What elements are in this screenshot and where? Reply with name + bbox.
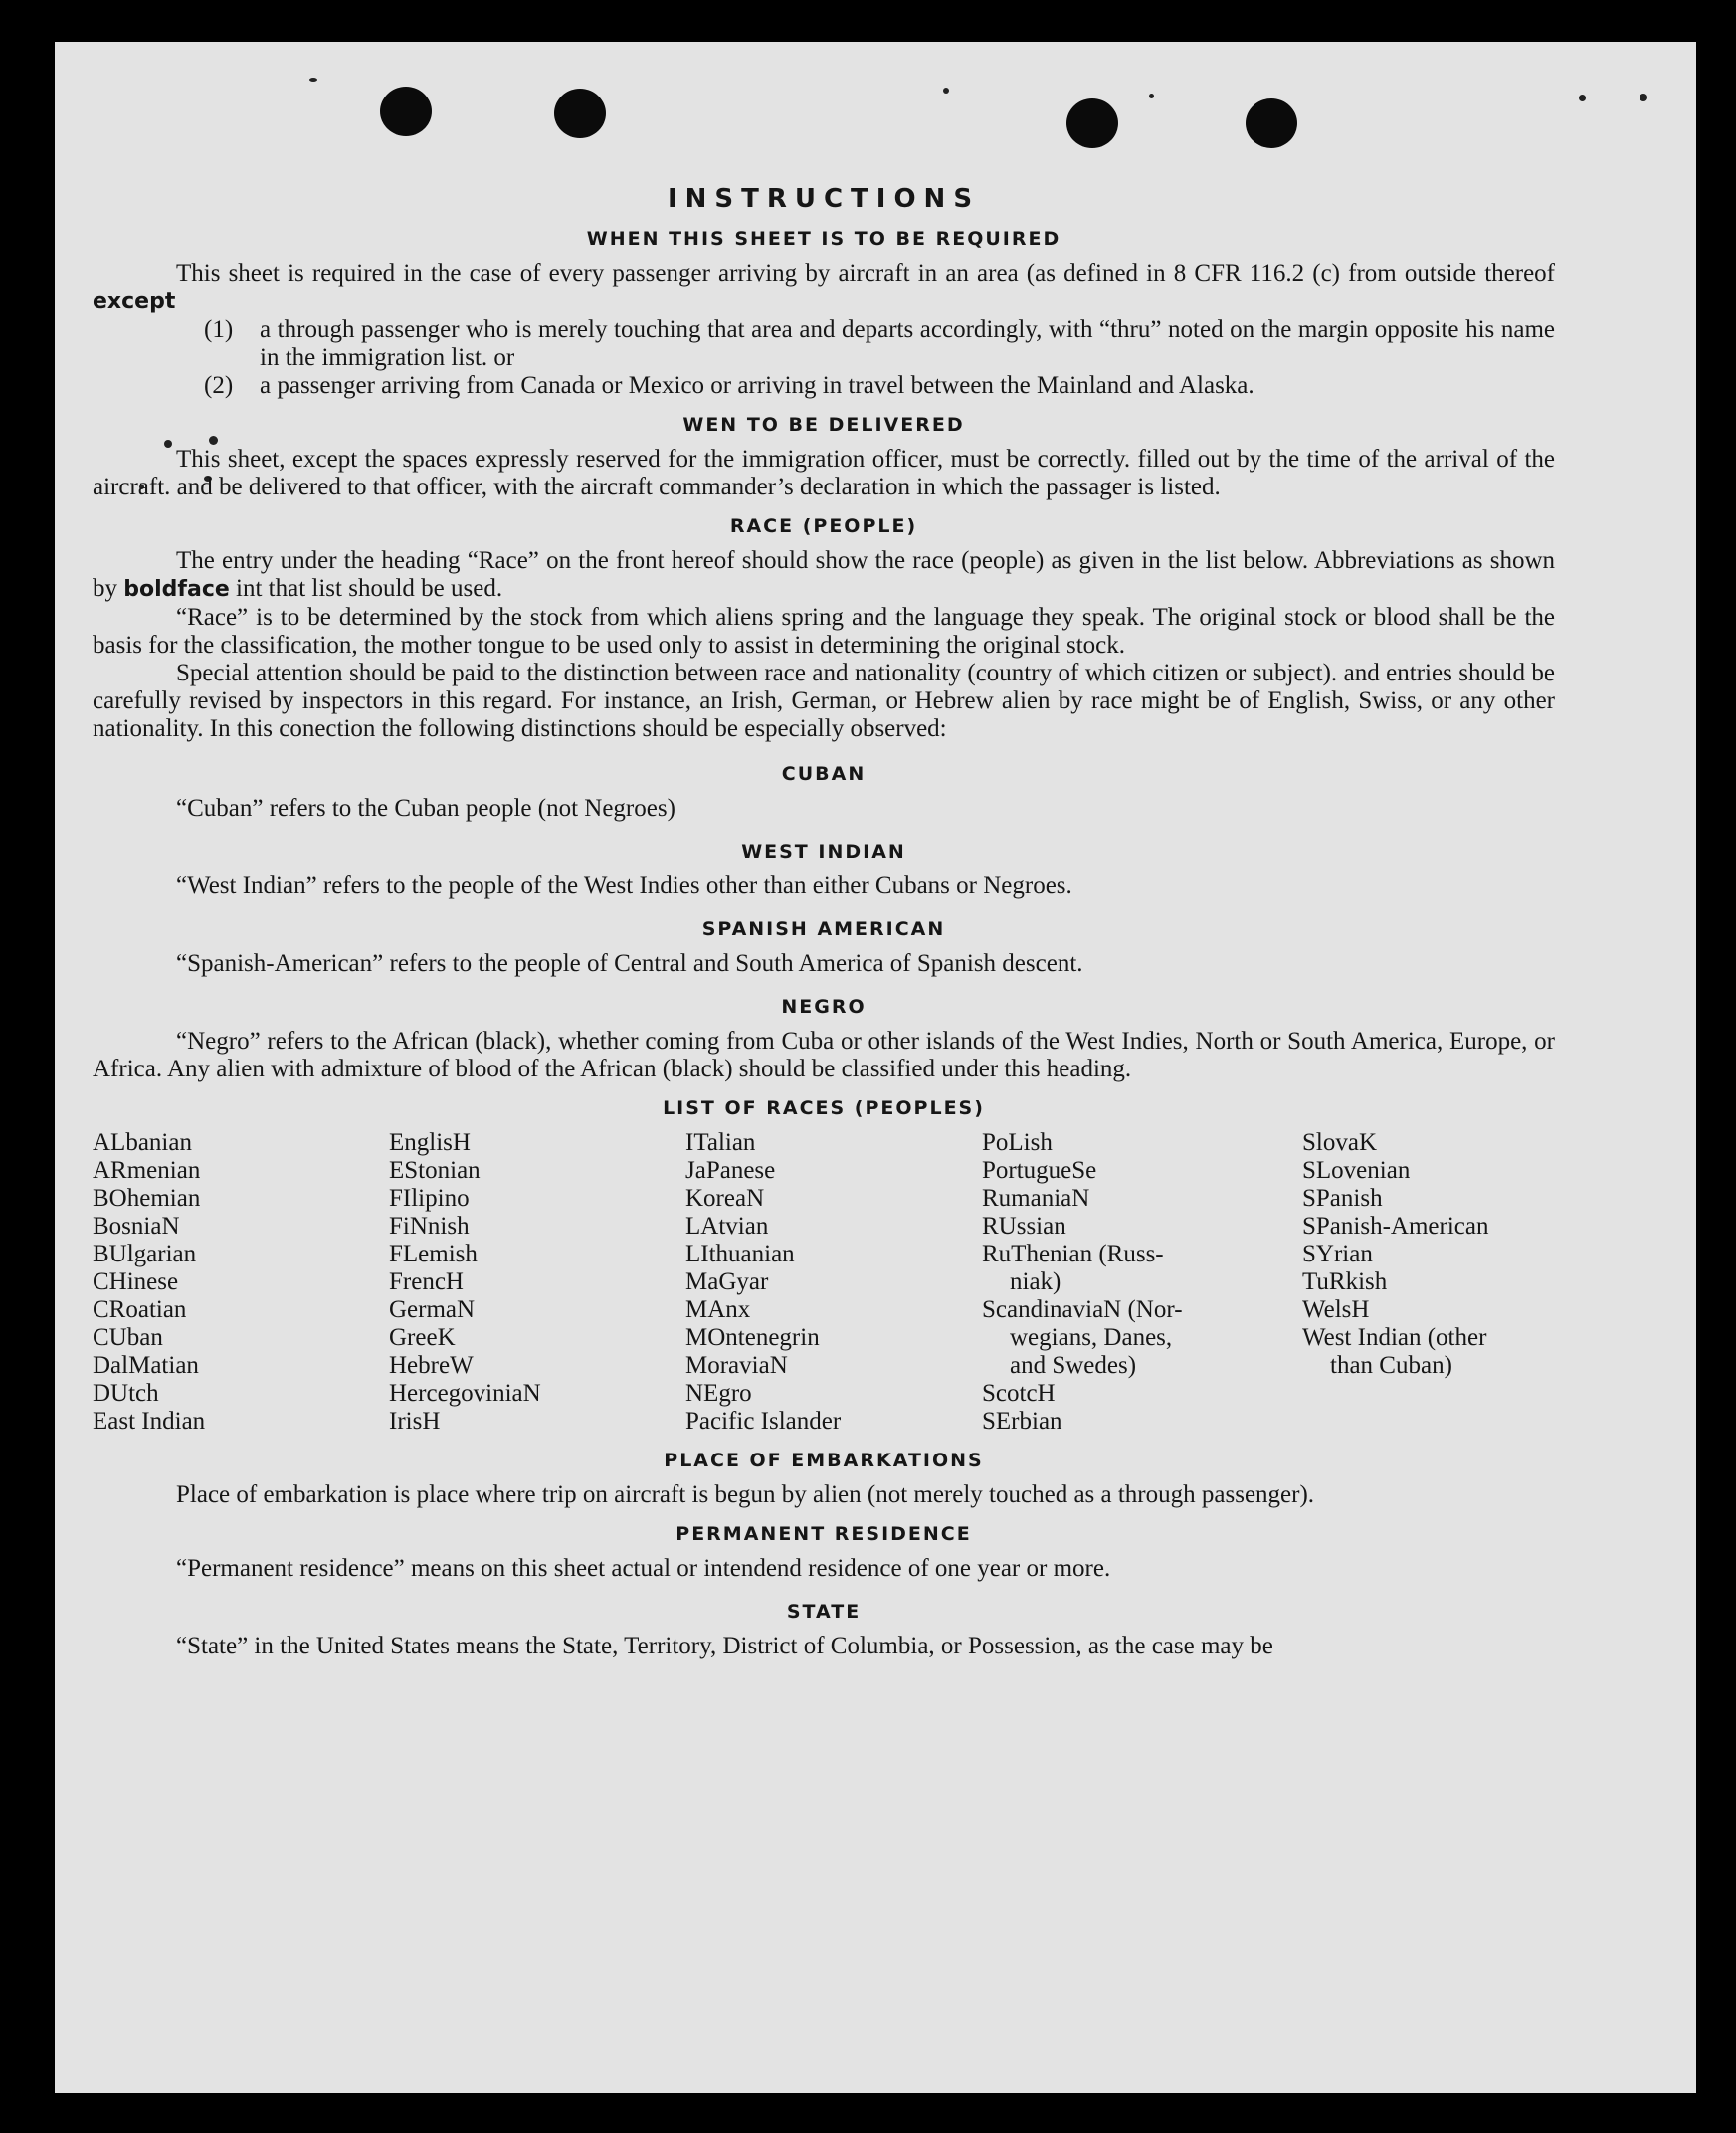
section-heading-west-indian: WEST INDIAN bbox=[741, 841, 906, 863]
race-item: CRoatian bbox=[93, 1296, 187, 1323]
race-item: SPanish-American bbox=[1302, 1213, 1489, 1240]
race-item: SYrian bbox=[1302, 1241, 1373, 1267]
race-item: NEgro bbox=[685, 1380, 752, 1407]
race-paragraph-1: The entry under the heading “Race” on the front hereof should show the race (people) as given in the list below. Abbreviations as shown by boldface int that list should be used. bbox=[93, 547, 1555, 602]
boldface-word: boldface bbox=[123, 577, 230, 602]
section-heading-embarkation: PLACE OF EMBARKATIONS bbox=[664, 1450, 984, 1471]
punch-hole bbox=[1066, 98, 1118, 148]
race-item: EStonian bbox=[389, 1157, 481, 1184]
race-item: MAnx bbox=[685, 1296, 751, 1323]
races-column-5 bbox=[1302, 1129, 1555, 1436]
race-item: ScotcH bbox=[982, 1380, 1056, 1407]
race-item: FIlipino bbox=[389, 1185, 470, 1212]
race-item-continued: wegians, Danes, bbox=[1010, 1324, 1173, 1351]
race-item: BosniaN bbox=[93, 1213, 180, 1240]
instructions-content bbox=[93, 184, 1555, 1660]
race-item: BOhemian bbox=[93, 1185, 201, 1212]
race-item: TuRkish bbox=[1302, 1268, 1388, 1295]
negro-text: “Negro” refers to the African (black), whether coming from Cuba or other islands of the West Indies, North or South America, Europe, or Africa. Any alien with admixture of blood of the African (black) should be classified under this heading. bbox=[93, 1028, 1555, 1082]
race-item: SLovenian bbox=[1302, 1157, 1411, 1184]
race-item: HebreW bbox=[389, 1352, 474, 1379]
race-paragraph-2: “Race” is to be determined by the stock from which aliens spring and the language they speak. The original stock or blood shall be the basis for the classification, the mother tongue to be used only to assist in determining the original stock. bbox=[93, 604, 1555, 659]
race-item: CUban bbox=[93, 1324, 163, 1351]
punch-hole bbox=[380, 87, 432, 136]
race-paragraph-3: Special attention should be paid to the distinction between race and nationality (country of which citizen or subject). and entries should be carefully revised by inspectors in this regard. For instance, an Irish, German, or Hebrew alien by race might be of English, Swiss, or any other nationality. In this conection the following distinctions should be especially observed: bbox=[93, 660, 1555, 742]
race-item: PortugueSe bbox=[982, 1157, 1097, 1184]
section-heading-residence: PERMANENT RESIDENCE bbox=[675, 1523, 972, 1545]
race-item: MOntenegrin bbox=[685, 1324, 820, 1351]
punch-hole bbox=[1246, 98, 1297, 148]
section-heading-state: STATE bbox=[786, 1601, 862, 1623]
section-heading-delivered: WEN TO BE DELIVERED bbox=[682, 414, 965, 436]
race-item: DUtch bbox=[93, 1380, 159, 1407]
race-item: DalMatian bbox=[93, 1352, 199, 1379]
race-item: HercegoviniaN bbox=[389, 1380, 541, 1407]
speck bbox=[943, 88, 949, 94]
page-title: INSTRUCTIONS bbox=[667, 184, 981, 214]
race-item: ScandinaviaN (Nor- bbox=[982, 1296, 1183, 1323]
race-item: MaGyar bbox=[685, 1268, 769, 1295]
cuban-text: “Cuban” refers to the Cuban people (not Negroes) bbox=[176, 795, 675, 822]
races-column-3 bbox=[685, 1129, 982, 1436]
race-item: GreeK bbox=[389, 1324, 456, 1351]
section-heading-negro: NEGRO bbox=[781, 996, 867, 1018]
section-heading-spanish-american: SPANISH AMERICAN bbox=[701, 918, 946, 940]
race-item: FiNnish bbox=[389, 1213, 470, 1240]
speck bbox=[309, 78, 317, 82]
except-bold: except bbox=[93, 290, 176, 314]
race-item: LAtvian bbox=[685, 1213, 769, 1240]
embarkation-text: Place of embarkation is place where trip on aircraft is begun by alien (not merely touched as a through passenger). bbox=[176, 1481, 1315, 1508]
races-column-4 bbox=[982, 1129, 1302, 1436]
race-item: IrisH bbox=[389, 1408, 441, 1435]
race-item: FrencH bbox=[389, 1268, 464, 1295]
race-item: West Indian (other bbox=[1302, 1324, 1487, 1351]
race-item: MoraviaN bbox=[685, 1352, 788, 1379]
race-item: ARmenian bbox=[93, 1157, 201, 1184]
race-item: East Indian bbox=[93, 1408, 206, 1435]
races-list bbox=[93, 1129, 1555, 1436]
race-item: BUlgarian bbox=[93, 1241, 197, 1267]
speck bbox=[1149, 94, 1154, 98]
race-item: SPanish bbox=[1302, 1185, 1383, 1212]
delivered-text: This sheet, except the spaces expressly reserved for the immigration officer, must be correctly. filled out by the time of the arrival of the aircraft. and be delivered to that officer, with the aircraft commander’s declaration in which the passager is listed. bbox=[93, 446, 1555, 500]
section-heading-race: RACE (PEOPLE) bbox=[729, 515, 918, 537]
race-item: KoreaN bbox=[685, 1185, 765, 1212]
races-column-1 bbox=[93, 1129, 389, 1436]
required-item-1: (1) a through passenger who is merely touching that area and departs accordingly, with “thru” noted on the margin opposite his name in the immigration list. or bbox=[204, 316, 1555, 371]
race-item: EnglisH bbox=[389, 1129, 471, 1156]
race-item: ALbanian bbox=[93, 1129, 192, 1156]
race-item-continued: than Cuban) bbox=[1330, 1352, 1452, 1379]
race-item: LIthuanian bbox=[685, 1241, 795, 1267]
required-item-2: (2) a passenger arriving from Canada or Mexico or arriving in travel between the Mainland and Alaska. bbox=[204, 372, 1254, 399]
race-item: SErbian bbox=[982, 1408, 1062, 1435]
race-item: CHinese bbox=[93, 1268, 179, 1295]
residence-text: “Permanent residence” means on this sheet actual or intendend residence of one year or more. bbox=[176, 1555, 1111, 1582]
race-item: JaPanese bbox=[685, 1157, 776, 1184]
race-item: WelsH bbox=[1302, 1296, 1370, 1323]
race-item-continued: and Swedes) bbox=[1010, 1352, 1137, 1379]
races-column-2 bbox=[389, 1129, 685, 1436]
race-item: ITalian bbox=[685, 1129, 756, 1156]
race-item: PoLish bbox=[982, 1129, 1053, 1156]
speck bbox=[1579, 95, 1586, 101]
spanish-american-text: “Spanish-American” refers to the people of Central and South America of Spanish descent. bbox=[176, 950, 1083, 977]
west-indian-text: “West Indian” refers to the people of the West Indies other than either Cubans or Negroes. bbox=[176, 873, 1072, 899]
speck bbox=[1640, 94, 1647, 101]
race-item: Pacific Islander bbox=[685, 1408, 842, 1435]
race-item: GermaN bbox=[389, 1296, 476, 1323]
required-intro: This sheet is required in the case of every passenger arriving by aircraft in an area (as defined in 8 CFR 116.2 (c) from outside thereof except bbox=[93, 260, 1555, 314]
race-item: RumaniaN bbox=[982, 1185, 1090, 1212]
section-heading-cuban: CUBAN bbox=[781, 763, 867, 785]
race-item: FLemish bbox=[389, 1241, 478, 1267]
section-heading-list-of-races: LIST OF RACES (PEOPLES) bbox=[663, 1097, 985, 1119]
punch-hole bbox=[554, 89, 606, 138]
race-item: RUssian bbox=[982, 1213, 1066, 1240]
state-text: “State” in the United States means the State, Territory, District of Columbia, or Possession, as the case may be bbox=[176, 1633, 1273, 1659]
race-item: SlovaK bbox=[1302, 1129, 1377, 1156]
section-heading-required: WHEN THIS SHEET IS TO BE REQUIRED bbox=[586, 228, 1061, 250]
race-item-continued: niak) bbox=[1010, 1268, 1061, 1295]
race-item: RuThenian (Russ- bbox=[982, 1241, 1164, 1267]
